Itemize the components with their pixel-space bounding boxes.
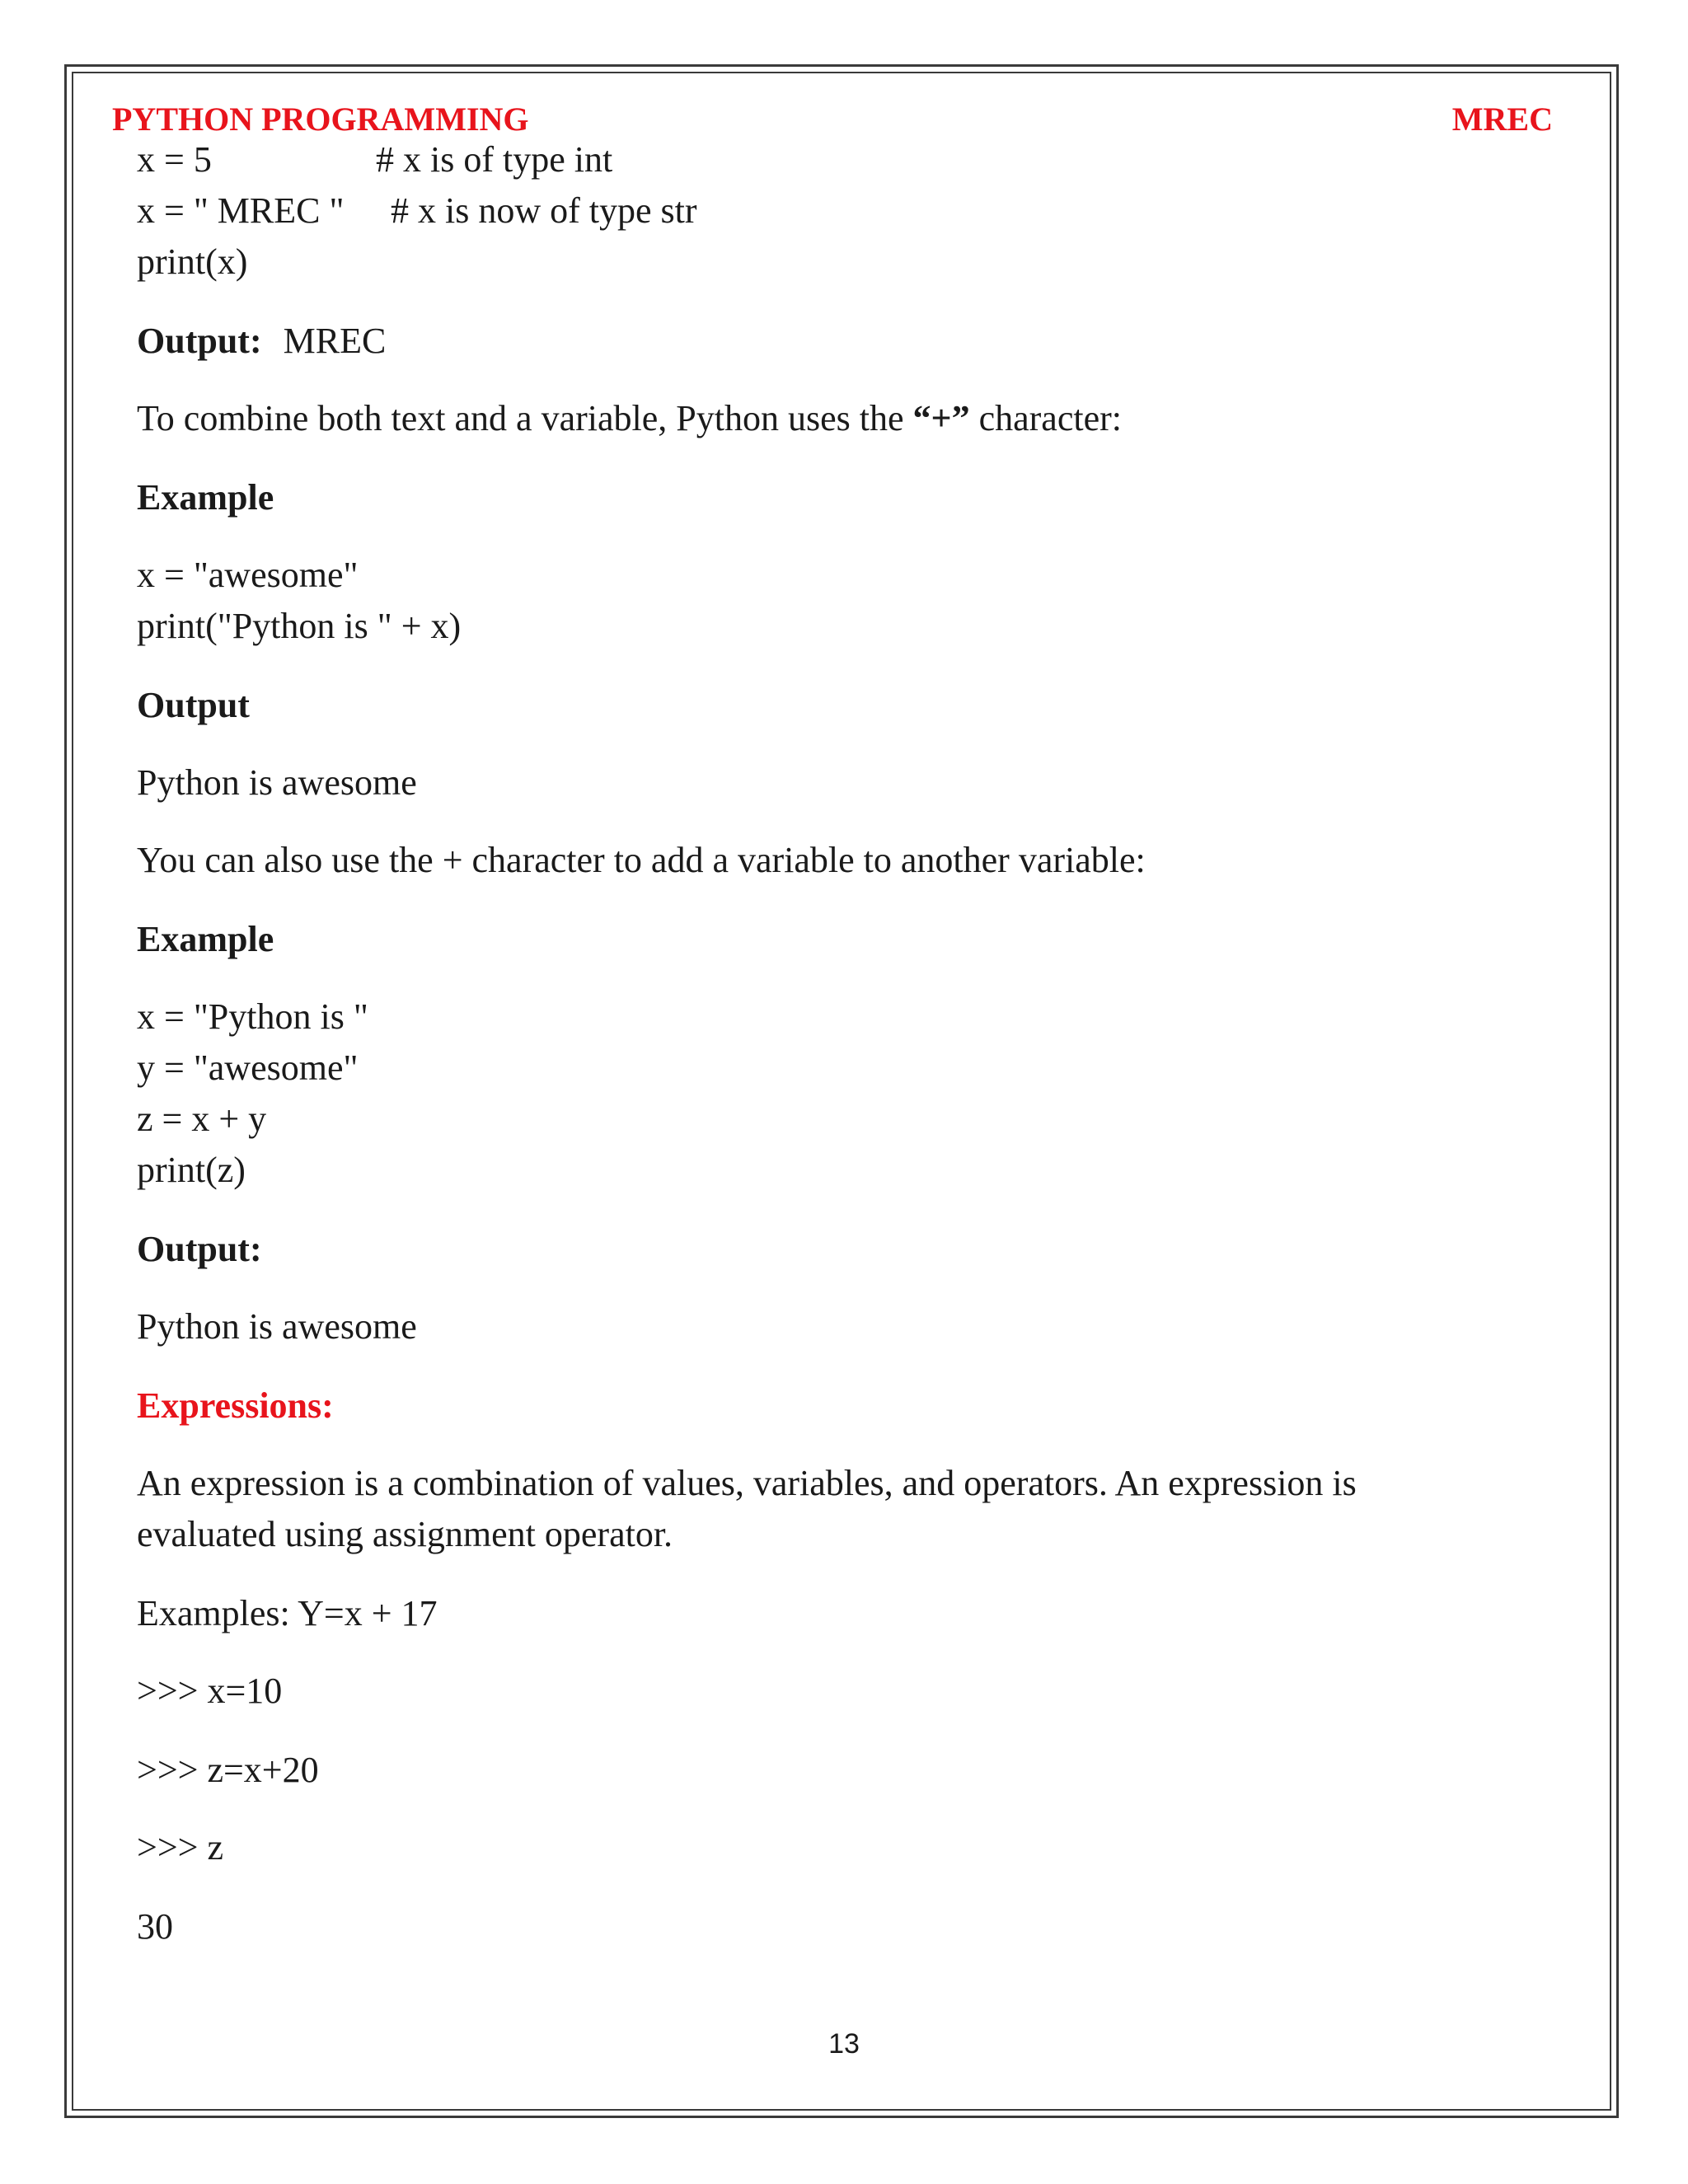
output2-value: Python is awesome [137,762,417,803]
page-number: 13 [828,2028,860,2060]
expressions-result: 30 [137,1906,173,1947]
example2-line4: print(z) [137,1150,246,1190]
output3-value: Python is awesome [137,1306,417,1347]
code1-line2-code: x = " MREC " [137,190,345,231]
expressions-para-line2: evaluated using assignment operator. [137,1514,673,1554]
code1-line3: print(x) [137,241,248,282]
combine-text-after: character: [969,398,1122,438]
output1-value: MREC [283,321,387,361]
code1-line1-comment: # x is of type int [376,139,613,180]
page-border-inner [72,72,1611,2111]
output1-label: Output: [137,321,262,361]
example2-line3: z = x + y [137,1099,267,1139]
example2-line1: x = "Python is " [137,996,368,1037]
combine-text-plus: “+” [912,398,970,438]
expressions-para-line1: An expression is a combination of values, variables, and operators. An expression is [137,1463,1357,1503]
expressions-heading: Expressions: [137,1385,334,1426]
combine-text [137,396,1122,442]
expressions-examples: Examples: Y=x + 17 [137,1593,438,1633]
header-course-title: PYTHON PROGRAMMING [112,101,529,138]
example1-heading: Example [137,477,274,518]
expressions-prompt2: >>> z=x+20 [137,1750,319,1790]
example1-line1: x = "awesome" [137,555,359,595]
code1-line2-comment: # x is now of type str [391,190,697,231]
header-institution: MREC [1451,101,1553,138]
example2-line2: y = "awesome" [137,1047,359,1088]
code1-line2 [137,188,344,234]
expressions-prompt3: >>> z [137,1827,223,1868]
output1 [137,318,386,364]
expressions-prompt1: >>> x=10 [137,1671,283,1711]
output2-label: Output [137,685,250,725]
combine-text-before: To combine both text and a variable, Python uses the [137,398,913,438]
example2-heading: Example [137,919,274,959]
code1-line1 [137,137,212,183]
code1-line1-code: x = 5 [137,139,212,180]
example1-line2: print("Python is " + x) [137,606,462,646]
add-variables-text: You can also use the + character to add a variable to another variable: [137,840,1146,880]
output3-label: Output: [137,1229,262,1269]
